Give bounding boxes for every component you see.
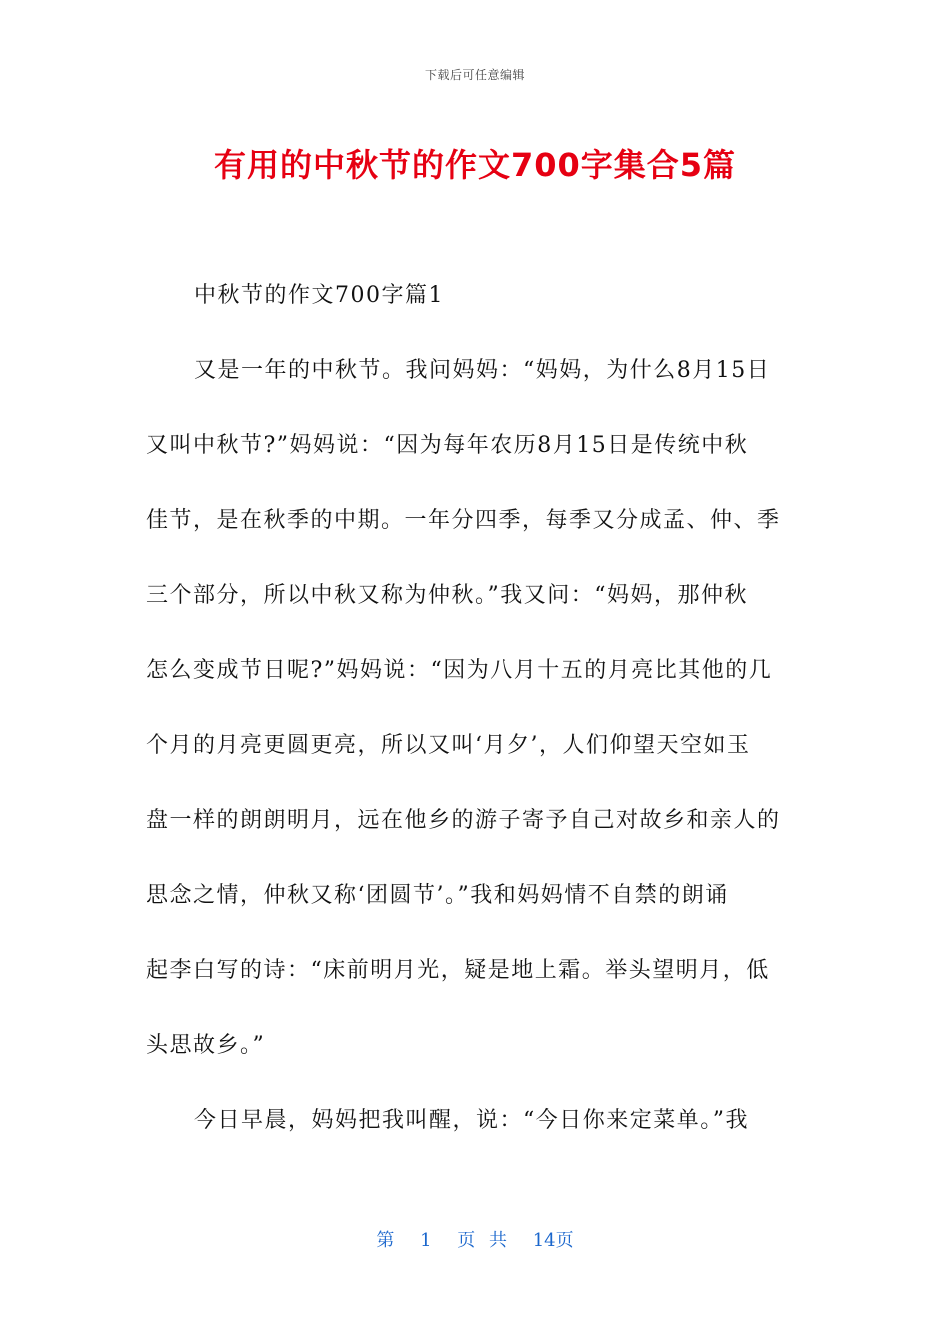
footer-total-pages: 14页 [532,1230,574,1251]
section-heading: 中秋节的作文700字篇1 [194,283,444,308]
paragraph-line: 思念之情，仲秋又称‘团圆节’。”我和妈妈情不自禁的朗诵 [146,883,729,908]
paragraph-line: 佳节，是在秋季的中期。一年分四季，每季又分成孟、仲、季 [146,508,781,533]
header-note: 下载后可任意编辑 [424,68,525,82]
paragraph-line: 头思故乡。” [146,1033,266,1058]
footer-page-number: 1 [420,1230,432,1251]
page-footer [0,1226,950,1252]
paragraph-line: 又叫中秋节?”妈妈说：“因为每年农历8月15日是传统中秋 [146,433,749,458]
document-title: 有用的中秋节的作文700字集合5篇 [213,146,737,184]
paragraph-line: 起李白写的诗：“床前明月光，疑是地上霜。举头望明月，低 [146,958,770,983]
paragraph-line: 又是一年的中秋节。我问妈妈：“妈妈，为什么8月15日 [194,358,771,383]
paragraph-line: 怎么变成节日呢?”妈妈说：“因为八月十五的月亮比其他的几 [146,658,773,683]
footer-prefix: 第 [376,1230,395,1251]
paragraph-line: 个月的月亮更圆更亮，所以又叫‘月夕’，人们仰望天空如玉 [146,733,751,758]
paragraph-line: 今日早晨，妈妈把我叫醒，说：“今日你来定菜单。”我 [194,1108,749,1133]
footer-middle: 页 共 [457,1230,507,1251]
paragraph-line: 三个部分，所以中秋又称为仲秋。”我又问：“妈妈，那仲秋 [146,583,748,608]
document-body [146,258,806,1158]
paragraph-line: 盘一样的朗朗明月，远在他乡的游子寄予自己对故乡和亲人的 [146,808,781,833]
